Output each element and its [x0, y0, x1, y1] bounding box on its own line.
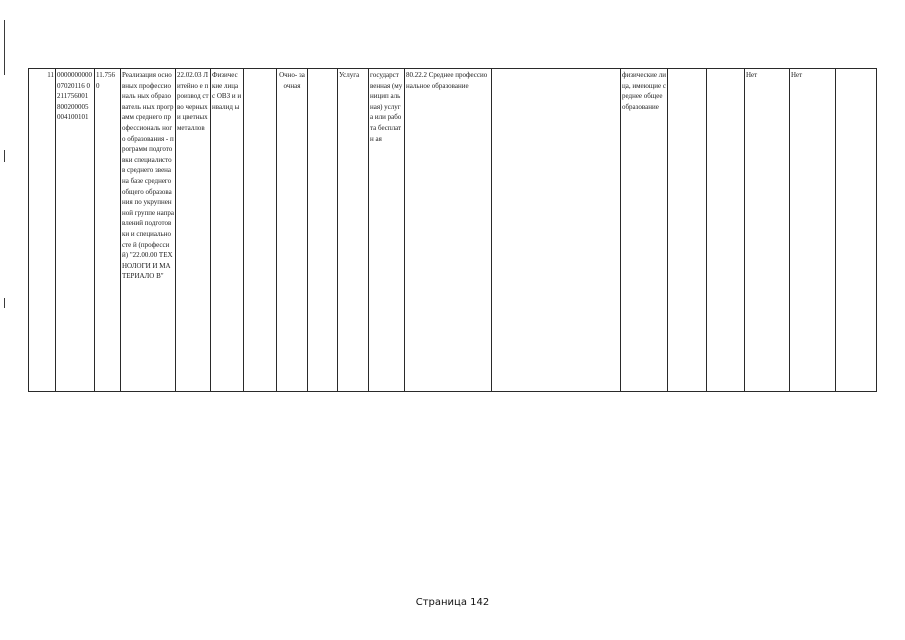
cell-okved: 80.22.2 Среднее профессиональное образование — [405, 69, 492, 392]
table-row — [29, 69, 877, 392]
cell-empty — [836, 69, 877, 392]
cell-consumers: физические лица, имеющие среднее общее образование — [621, 69, 668, 392]
scan-edge-mark — [4, 298, 5, 308]
registry-table — [28, 68, 877, 392]
cell-name: Реализация основных профессиональ ных образователь ных программ среднего профессиональ ного образования - программ подготовки специалистов среднего звена на базе среднего общего образования по укрупненной группе направлений подготовки и специальносте й (профессий) "22.00.00 ТЕХНОЛОГИ И МАТЕРИАЛО В" — [121, 69, 176, 392]
cell-empty — [707, 69, 745, 392]
cell-registry-code: 000000000007020116 0211756001 800200005 004100101 — [56, 69, 95, 392]
cell-empty — [244, 69, 277, 392]
cell-code: 11.756 0 — [95, 69, 121, 392]
cell-empty — [668, 69, 707, 392]
cell-form: Очно- заочная — [277, 69, 308, 392]
page-number: Страница 142 — [415, 597, 490, 608]
cell-category: Физичес кие лица с ОВЗ и инвалид ы — [211, 69, 244, 392]
cell-empty — [492, 69, 621, 392]
cell-free-paid: государст венная (муницип альная) услуга или работа бесплатн ая — [369, 69, 405, 392]
cell-specialty: 22.02.03 Литейно е производ ство черных и цветных металлов — [176, 69, 211, 392]
cell-type: Услуга — [338, 69, 369, 392]
cell-flag: Нет — [790, 69, 836, 392]
scan-edge-mark — [4, 150, 5, 162]
cell-number: 11 — [29, 69, 56, 392]
scan-edge-line — [4, 20, 5, 75]
cell-flag: Нет — [745, 69, 790, 392]
cell-empty — [308, 69, 338, 392]
